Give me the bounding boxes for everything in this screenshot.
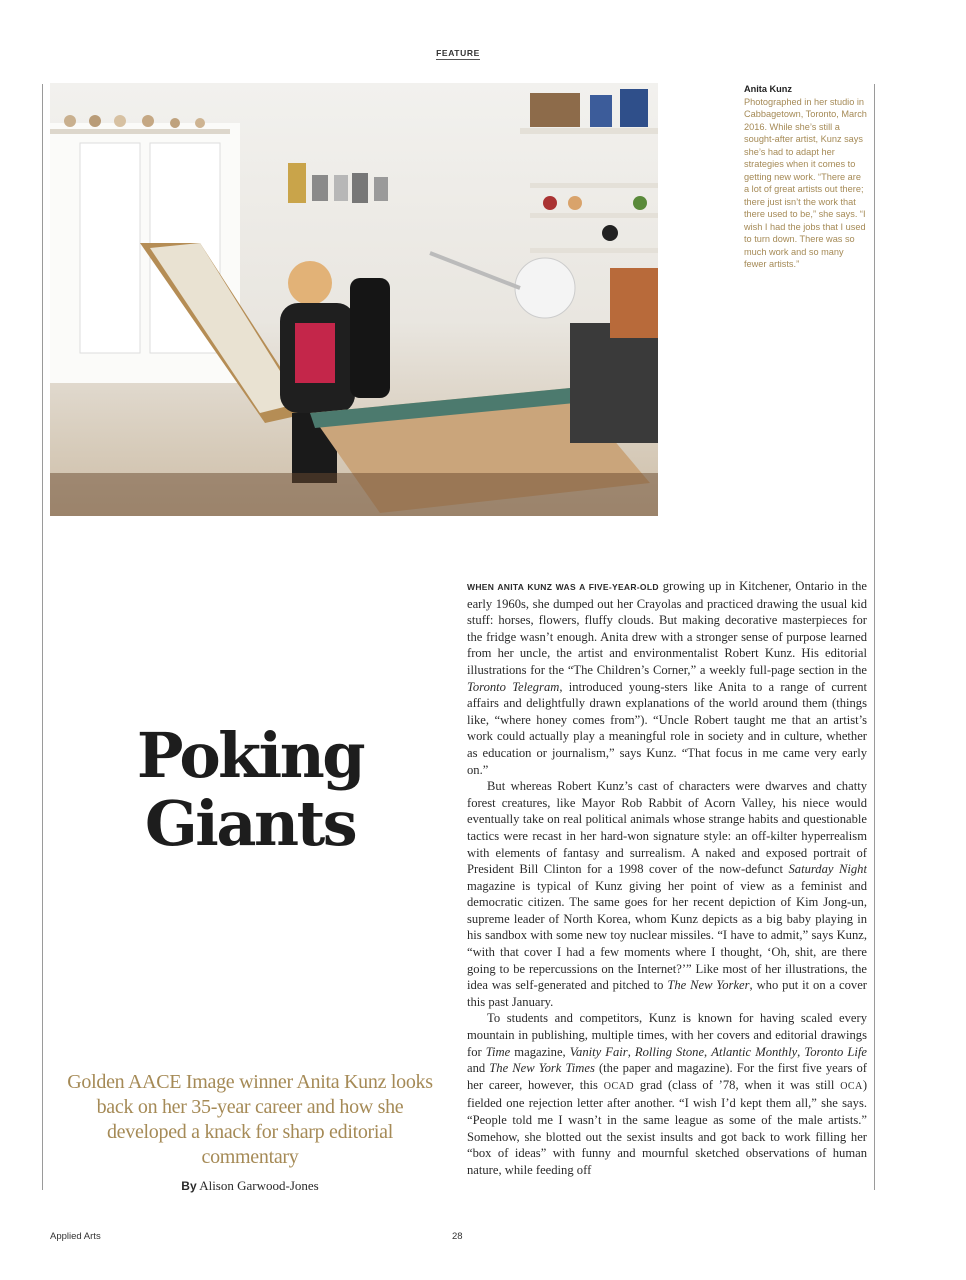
text-span: To students and competitors, Kunz is known for having scaled every mountain in publishing, multiple times, with her covers and editorial drawings for	[467, 1011, 867, 1059]
italic-title: The New York Times	[489, 1061, 595, 1076]
left-column-rule	[42, 84, 43, 1190]
page-number: 28	[452, 1231, 463, 1242]
text-span: ) fielded one rejection letter after another. “I wish I’d kept them all,” she says. “People told me I wasn’t in the same league as some of the male artists.” Somehow, she blotted out the sexist insults and got back to work filling her “box of ideas” with funny and mournful sketched observations of human nature, while feeding off	[467, 1077, 867, 1177]
italic-title: The New Yorker	[667, 978, 750, 993]
text-span: grad (class of ’78, when it was still	[634, 1077, 841, 1092]
text-span: ,	[797, 1044, 805, 1059]
right-column-rule	[874, 84, 875, 1190]
article-title	[50, 719, 450, 860]
run-in-lead: WHEN ANITA KUNZ WAS A FIVE-YEAR-OLD	[467, 582, 659, 592]
italic-title: Toronto Telegram	[467, 679, 560, 694]
caption-text: Photographed in her studio in Cabbagetown, Toronto, March 2016. While she’s still a sought-after artist, Kunz says she’s had to adapt her strategies when it comes to getting new work. “There are a lot of great artists out there; there just isn’t the work that there used to be,” she says. “I wish I had the jobs that I used to turn down. There was so much work and so many fewer artists.”	[744, 96, 867, 269]
caption-name: Anita Kunz	[744, 84, 792, 94]
text-span: growing up in Kitchener, Ontario in the early 1960s, she dumped out her Crayolas and practiced drawing the usual kid stuff: horses, flowers, fluffy clouds. But making decorative masterpieces for the fridge wasn’t enough. Anita drew with a stronger sense of purpose learned from her uncle, the artist and environmentalist Robert Kunz. His editorial illustrations for the “The Children’s Corner,” a weekly full-page section in the	[467, 579, 867, 677]
small-caps: OCAD	[603, 1080, 635, 1092]
paragraph-1	[467, 578, 867, 778]
studio-illustration	[50, 83, 658, 516]
text-span: magazine is typical of Kunz giving her point of view as a feminist and democratic citizen. The same goes for her recent depiction of Kim Jong-un, supreme leader of North Korea, whom Kunz depicts as a big baby playing in his sandbox with some new toy nuclear missiles. “I have to admit,” says Kunz, “with that cover I had a few moments where I thought, ‘Oh, shit, are there going to be repercussions on the Internet?’” Like most of her illustrations, the idea was self-generated and pitched to	[467, 878, 867, 993]
article-deck: Golden AACE Image winner Anita Kunz looks back on her 35-year career and how she developed a knack for sharp editorial commentary	[67, 1071, 433, 1168]
italic-title: Vanity Fair	[569, 1044, 628, 1059]
italic-title: Time	[485, 1044, 511, 1059]
text-span: and	[467, 1061, 490, 1076]
text-span: , who put it on a cover this past January.	[467, 978, 867, 1009]
italic-title: Saturday Night	[788, 862, 867, 877]
paragraph-3	[467, 1010, 867, 1178]
footer-publication: Applied Arts	[50, 1231, 101, 1242]
small-caps: OCA	[840, 1080, 863, 1092]
italic-title: Rolling Stone	[634, 1044, 705, 1059]
photo-caption	[744, 83, 868, 271]
byline-prefix: By	[181, 1179, 197, 1193]
italic-title: Atlantic Monthly	[711, 1044, 798, 1059]
article-body	[467, 578, 867, 1193]
text-span: ,	[704, 1044, 712, 1059]
italic-title: Toronto Life	[804, 1044, 867, 1059]
section-label: FEATURE	[436, 48, 480, 58]
text-span: (the paper and magazine). For the first five years of her career, however, this	[467, 1061, 867, 1092]
title-line-1: Poking	[136, 719, 364, 792]
feature-photo	[50, 83, 658, 516]
byline-author: Alison Garwood-Jones	[199, 1178, 319, 1193]
text-span: magazine,	[510, 1044, 570, 1059]
text-span: ,	[627, 1044, 635, 1059]
byline	[60, 1178, 440, 1194]
text-span: But whereas Robert Kunz’s cast of characters were dwarves and chatty forest creatures, like Mayor Rob Rabbit of Acorn Valley, his niece would eventually take on real political animals whose strange habits and questionable tactics were recast in her hard-won signature style: an off-kilter hyperrealism with elements of fantasy and surrealism. A naked and exposed portrait of President Bill Clinton for a 1998 cover of the now-defunct	[467, 779, 867, 877]
title-line-2: Giants	[144, 787, 356, 860]
paragraph-2	[467, 778, 867, 1010]
text-span: , introduced young-sters like Anita to a range of current affairs and delightfully drawn explanations of the world around them (things like, “where honey comes from”). “Uncle Robert taught me that an artist’s work could actually play a meaningful role in society and in culture, whether as education or journalism,” says Kunz. “That focus in me came very early on.”	[467, 679, 867, 777]
